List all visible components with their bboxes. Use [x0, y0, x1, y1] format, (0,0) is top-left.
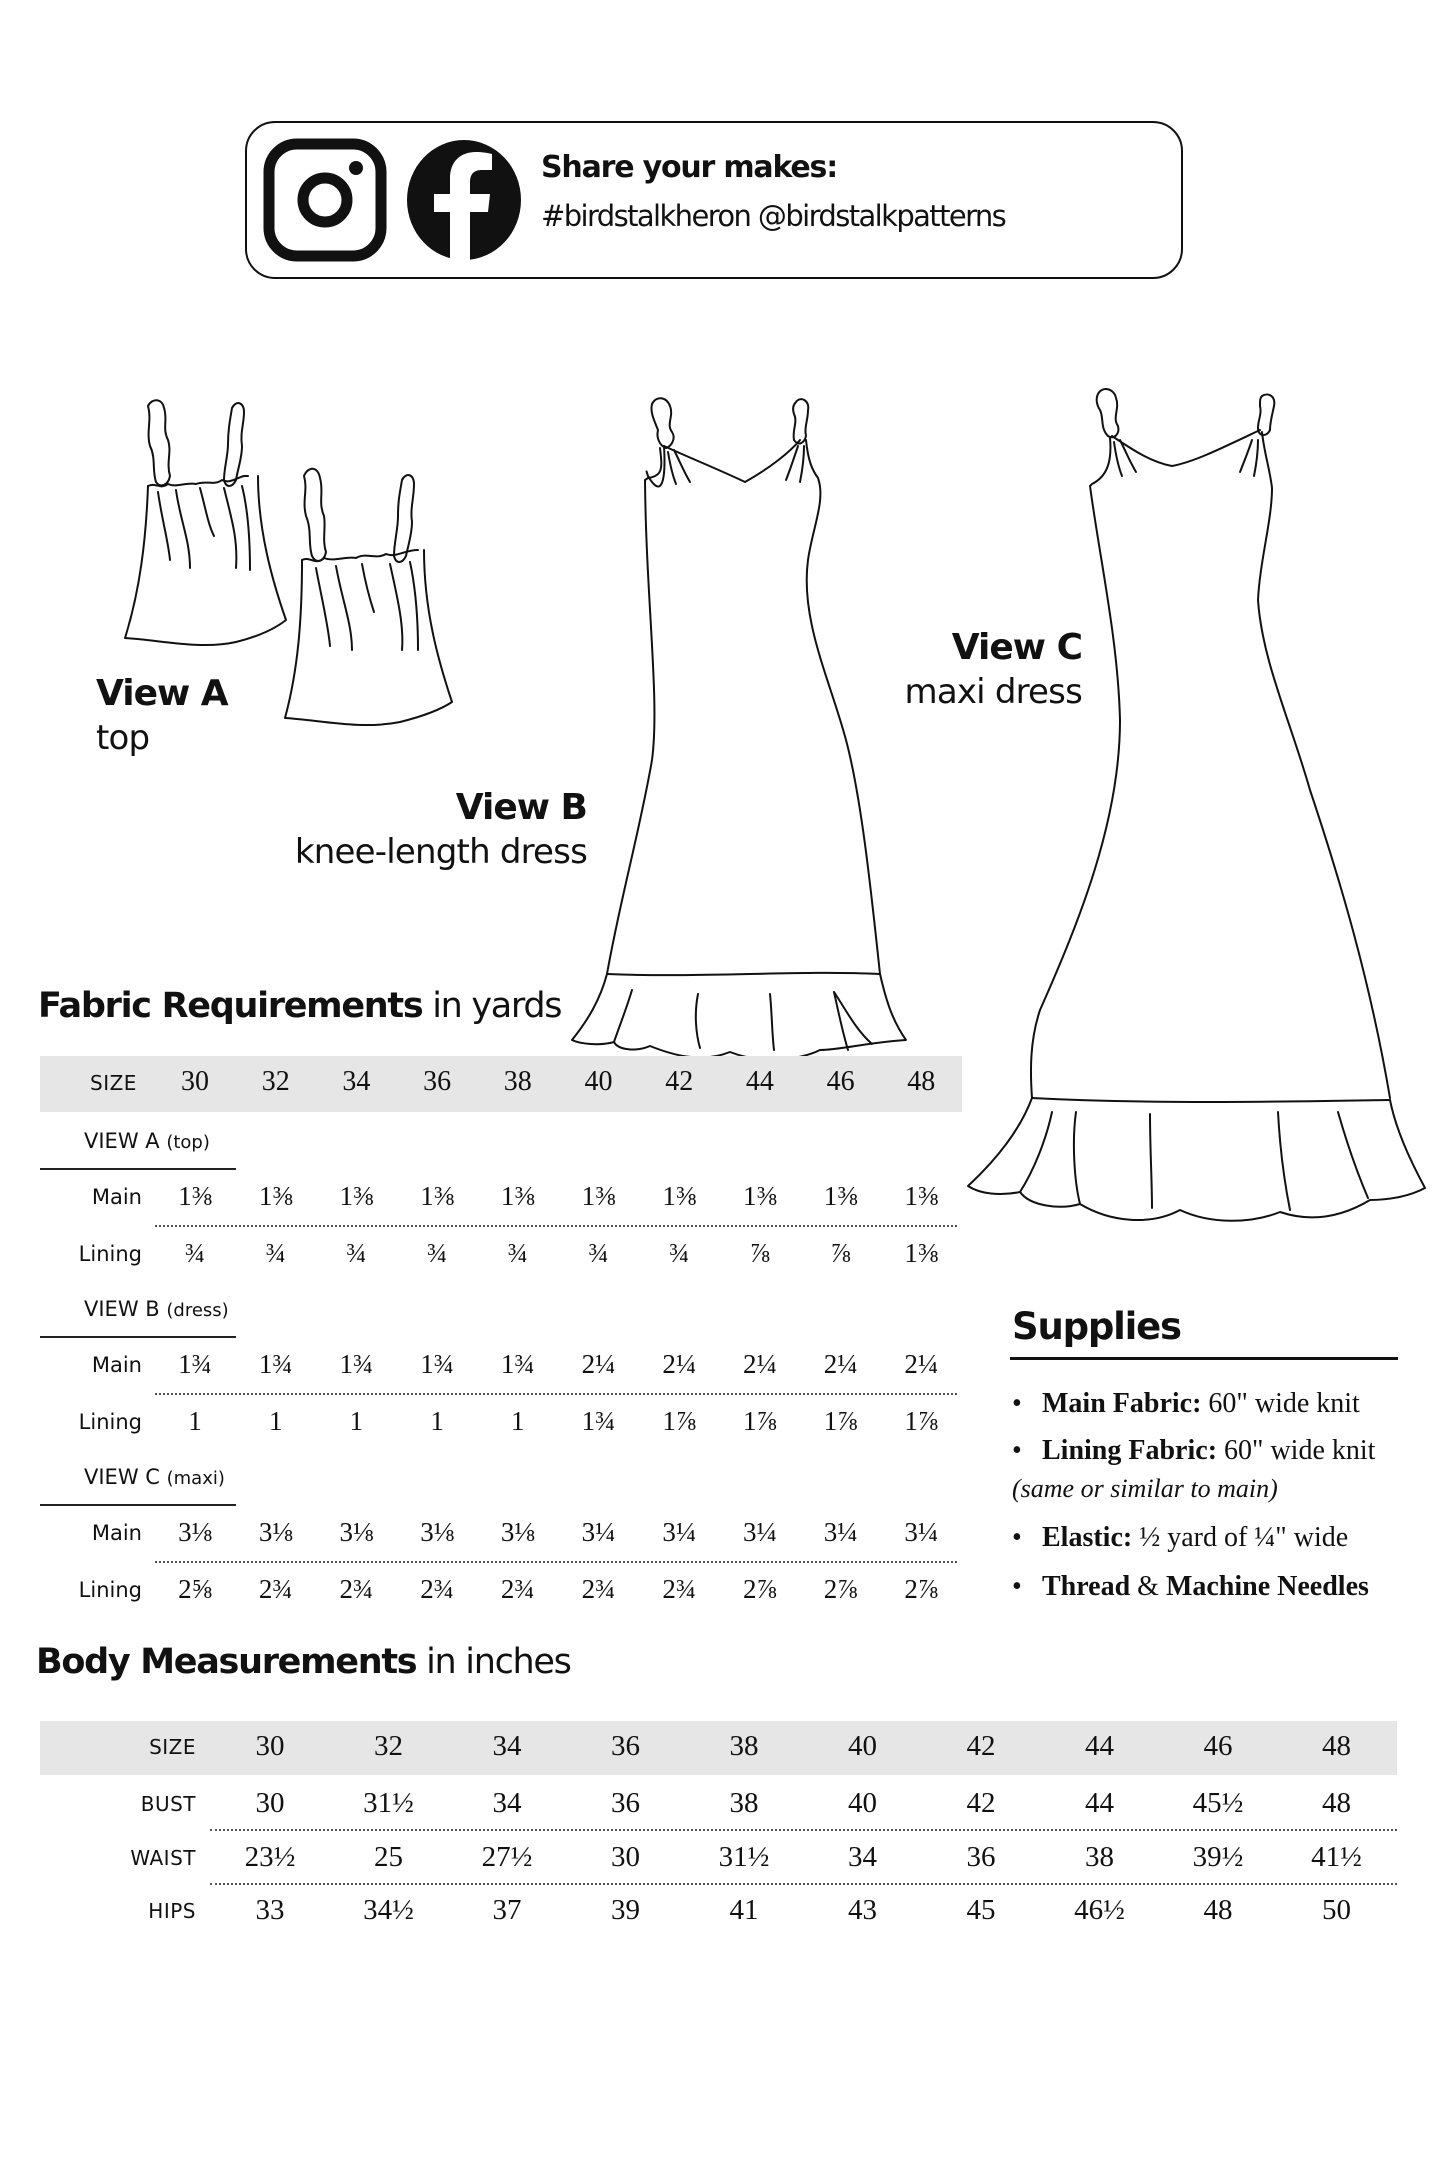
fabric-cell: 2¼ — [904, 1349, 939, 1379]
supply-detail: ½ yard of ¼" wide — [1132, 1522, 1349, 1553]
fabric-row-label: Main — [91, 1353, 142, 1377]
fabric-cell: 1⅞ — [904, 1406, 939, 1436]
fabric-requirements-heading — [38, 986, 561, 1026]
fabric-cell: 2¼ — [743, 1349, 777, 1379]
body-cell: 23½ — [244, 1840, 296, 1873]
body-row-label: HIPS — [148, 1899, 196, 1923]
view-c-dress-illustration — [968, 389, 1425, 1221]
body-row-label: WAIST — [130, 1845, 196, 1870]
body-cell: 31½ — [363, 1787, 414, 1819]
fabric-cell: 1⅜ — [500, 1181, 535, 1211]
fabric-group-underline — [40, 1168, 236, 1170]
fabric-row-divider — [155, 1561, 957, 1563]
body-cell: 34 — [492, 1787, 522, 1819]
fabric-cell: 1⅜ — [743, 1181, 777, 1211]
group-view-type: (dress) — [166, 1300, 229, 1321]
body-row-divider — [210, 1883, 1397, 1885]
fabric-size-header: 48 — [907, 1066, 936, 1097]
body-cell: 45½ — [1192, 1787, 1244, 1819]
body-cell: 46½ — [1074, 1894, 1125, 1926]
fabric-size-header: 44 — [745, 1066, 774, 1097]
fabric-cell: ¾ — [588, 1238, 609, 1268]
fabric-cell: ¾ — [426, 1238, 448, 1268]
supply-item-lining-fabric: • Lining Fabric: 60" wide knit — [1012, 1435, 1376, 1466]
fabric-cell: 1⅜ — [823, 1181, 858, 1211]
fabric-cell: 3¼ — [904, 1517, 939, 1547]
body-size-header: 46 — [1203, 1730, 1233, 1762]
fabric-cell: 2¼ — [581, 1349, 616, 1379]
body-cell: 39½ — [1192, 1840, 1244, 1873]
fabric-cell: 3⅛ — [420, 1517, 454, 1547]
fabric-cell: 1¾ — [258, 1349, 293, 1379]
fabric-size-header: 38 — [503, 1066, 532, 1097]
fabric-cell: 1⅜ — [178, 1181, 212, 1211]
fabric-size-header: 40 — [584, 1066, 613, 1097]
body-cell: 50 — [1322, 1894, 1351, 1926]
fabric-group-label — [84, 1465, 225, 1489]
fabric-cell: 2⅝ — [178, 1574, 212, 1604]
fabric-cell: 3¼ — [823, 1517, 858, 1547]
view-c-title: View C — [951, 627, 1082, 668]
fabric-cell: 1 — [430, 1406, 444, 1436]
body-cell: 33 — [255, 1894, 285, 1926]
body-cell: 36 — [966, 1840, 996, 1873]
view-a-title: View A — [96, 673, 228, 714]
fabric-cell: ¾ — [265, 1238, 286, 1268]
fabric-cell: 2¾ — [339, 1574, 374, 1604]
view-a-top-front-illustration — [125, 400, 286, 645]
fabric-cell: 1⅞ — [823, 1406, 858, 1436]
fabric-cell: 1¾ — [500, 1349, 535, 1379]
fabric-cell: 2⅞ — [904, 1574, 939, 1604]
body-cell: 30 — [611, 1840, 640, 1873]
fabric-cell: 3⅛ — [178, 1517, 212, 1547]
body-cell: 34½ — [363, 1894, 414, 1926]
body-cell: 39 — [611, 1894, 640, 1926]
fabric-cell: ¾ — [346, 1238, 367, 1268]
fabric-cell: 1⅜ — [258, 1181, 293, 1211]
fabric-row-label: Main — [91, 1185, 142, 1209]
fabric-cell: 3⅛ — [500, 1517, 535, 1547]
body-size-header: 32 — [374, 1730, 403, 1762]
fabric-size-header: 34 — [342, 1066, 371, 1097]
fabric-cell: 2¾ — [662, 1574, 697, 1604]
supply-label: Lining Fabric: — [1042, 1435, 1218, 1466]
fabric-size-label: SIZE — [90, 1071, 137, 1095]
fabric-cell: 1¾ — [339, 1349, 374, 1379]
body-cell: 25 — [374, 1840, 403, 1873]
fabric-cell: 2¾ — [420, 1574, 454, 1604]
body-cell: 38 — [729, 1787, 759, 1819]
fabric-size-header: 36 — [423, 1066, 452, 1097]
fabric-group-underline — [40, 1504, 236, 1506]
group-name: VIEW B — [84, 1297, 160, 1321]
supply-label: Machine Needles — [1165, 1571, 1369, 1602]
fabric-heading-bold: Fabric Requirements — [38, 986, 423, 1026]
body-cell: 36 — [611, 1787, 640, 1819]
fabric-cell: 2¼ — [662, 1349, 697, 1379]
fabric-cell: 1¾ — [178, 1349, 212, 1379]
fabric-cell: 2¾ — [500, 1574, 535, 1604]
body-measurements-heading — [36, 1642, 571, 1682]
view-c-subtitle: maxi dress — [904, 672, 1082, 712]
fabric-cell: 1⅜ — [904, 1181, 939, 1211]
fabric-cell: 1¾ — [420, 1349, 454, 1379]
fabric-heading-unit: in yards — [422, 986, 562, 1026]
view-b-dress-illustration — [572, 398, 906, 1059]
view-a-subtitle: top — [96, 718, 150, 758]
body-size-header: 48 — [1322, 1730, 1351, 1762]
body-cell: 31½ — [718, 1840, 770, 1873]
supplies-underline — [1010, 1357, 1398, 1360]
fabric-cell: 3¼ — [743, 1517, 777, 1547]
fabric-cell: 3¼ — [662, 1517, 697, 1547]
body-cell: 41 — [729, 1894, 759, 1926]
view-b-subtitle: knee-length dress — [294, 832, 587, 872]
group-name: VIEW A — [84, 1129, 160, 1153]
supply-item-thread-needles: • Thread & Machine Needles — [1012, 1571, 1369, 1602]
body-heading-unit: in inches — [416, 1642, 571, 1682]
body-cell: 45 — [966, 1894, 996, 1926]
body-cell: 37 — [492, 1894, 522, 1926]
supply-item-elastic: • Elastic: ½ yard of ¼" wide — [1012, 1522, 1349, 1553]
body-row-divider — [210, 1829, 1397, 1831]
supply-detail: 60" wide knit — [1201, 1388, 1360, 1419]
supply-detail: & — [1130, 1571, 1166, 1602]
fabric-row-label: Lining — [78, 1578, 142, 1602]
body-cell: 34 — [848, 1840, 877, 1873]
fabric-cell: 3⅛ — [339, 1517, 374, 1547]
fabric-group-label — [84, 1129, 210, 1153]
body-size-header: 38 — [729, 1730, 759, 1762]
fabric-cell: 2⅞ — [743, 1574, 777, 1604]
fabric-row-divider — [155, 1393, 957, 1395]
fabric-cell: 2¼ — [823, 1349, 858, 1379]
fabric-cell: 1⅜ — [420, 1181, 454, 1211]
body-cell: 38 — [1085, 1840, 1114, 1873]
fabric-cell: 1⅜ — [581, 1181, 616, 1211]
fabric-cell: 2¾ — [258, 1574, 293, 1604]
fabric-cell: 1⅜ — [662, 1181, 697, 1211]
body-size-header: 34 — [492, 1730, 522, 1762]
fabric-cell: 1 — [511, 1406, 525, 1436]
body-size-label: SIZE — [149, 1735, 196, 1759]
fabric-size-header: 46 — [826, 1066, 855, 1097]
fabric-group-label — [84, 1297, 229, 1321]
share-hashtags: #birdstalkheron @birdstalkpatterns — [541, 199, 1006, 233]
fabric-cell: ⅞ — [749, 1238, 771, 1268]
body-cell: 42 — [966, 1787, 996, 1819]
fabric-cell: ¾ — [507, 1238, 528, 1268]
fabric-row-divider — [155, 1225, 957, 1227]
group-name: VIEW C — [84, 1465, 160, 1489]
body-cell: 43 — [848, 1894, 877, 1926]
body-size-header: 40 — [848, 1730, 877, 1762]
body-cell: 30 — [255, 1787, 285, 1819]
fabric-cell: 2¾ — [581, 1574, 616, 1604]
share-title: Share your makes: — [541, 150, 838, 185]
supplies-heading: Supplies — [1012, 1305, 1181, 1348]
fabric-row-label: Main — [91, 1521, 142, 1545]
fabric-cell: 1¾ — [581, 1406, 616, 1436]
fabric-cell: 1 — [268, 1406, 283, 1436]
fabric-cell: 1⅞ — [743, 1406, 777, 1436]
fabric-row-label: Lining — [78, 1410, 142, 1434]
supply-label: Elastic: — [1042, 1522, 1133, 1553]
body-cell: 41½ — [1311, 1840, 1362, 1873]
body-cell: 44 — [1085, 1787, 1114, 1819]
body-cell: 27½ — [481, 1840, 533, 1873]
group-view-type: (top) — [166, 1132, 210, 1153]
body-size-header: 42 — [966, 1730, 996, 1762]
fabric-size-header: 42 — [665, 1066, 694, 1097]
fabric-cell: 2⅞ — [823, 1574, 858, 1604]
body-heading-bold: Body Measurements — [36, 1642, 417, 1682]
fabric-cell: 1 — [349, 1406, 364, 1436]
fabric-cell: 1 — [188, 1406, 202, 1436]
fabric-size-header: 32 — [261, 1066, 290, 1097]
body-cell: 40 — [848, 1787, 877, 1819]
fabric-cell: 1⅜ — [339, 1181, 374, 1211]
fabric-size-header: 30 — [181, 1066, 209, 1097]
supply-detail: 60" wide knit — [1217, 1435, 1376, 1466]
fabric-row-label: Lining — [78, 1242, 142, 1266]
supply-label: Thread — [1042, 1571, 1131, 1602]
fabric-cell: ¾ — [184, 1238, 206, 1268]
fabric-cell: 1⅞ — [662, 1406, 697, 1436]
body-row-label: BUST — [140, 1792, 196, 1816]
view-b-title: View B — [455, 787, 587, 828]
group-view-type: (maxi) — [166, 1468, 225, 1489]
fabric-cell: ⅞ — [830, 1238, 851, 1268]
body-cell: 48 — [1322, 1787, 1351, 1819]
body-size-header: 36 — [611, 1730, 640, 1762]
fabric-group-underline — [40, 1336, 236, 1338]
fabric-cell: ¾ — [669, 1238, 690, 1268]
fabric-cell: 3⅛ — [258, 1517, 293, 1547]
fabric-cell: 3¼ — [581, 1517, 616, 1547]
supply-note: (same or similar to main) — [1012, 1474, 1278, 1503]
body-size-header: 30 — [255, 1730, 285, 1762]
body-size-header: 44 — [1085, 1730, 1114, 1762]
supply-label: Main Fabric: — [1042, 1388, 1202, 1419]
fabric-cell: 1⅜ — [904, 1238, 939, 1268]
view-a-top-back-illustration — [285, 469, 452, 725]
body-cell: 48 — [1203, 1894, 1233, 1926]
supply-item-main-fabric: • Main Fabric: 60" wide knit — [1012, 1388, 1360, 1419]
